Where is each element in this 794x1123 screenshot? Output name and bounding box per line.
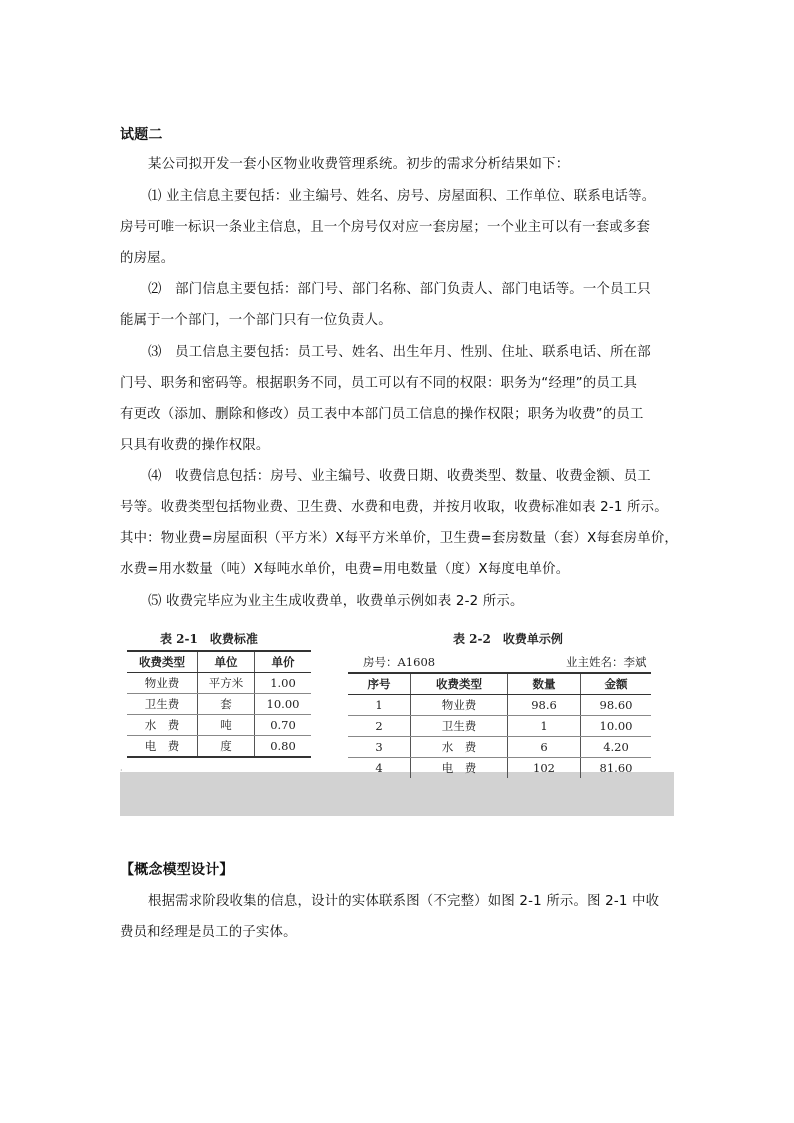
table2-owner: 业主姓名：李斌 [566, 655, 647, 669]
table2-cell: 98.6 [508, 695, 581, 716]
table2-cell: 102 [508, 758, 581, 779]
fee-receipt-table [348, 672, 651, 778]
paragraph-line: 水费=用水数量（吨）X每吨水单价，电费=用电数量（度）X每度电单价。 [120, 562, 570, 577]
table2-cell: 6 [508, 737, 581, 758]
table2-header: 收费类型 [411, 673, 508, 695]
figure-gray-band [120, 772, 674, 816]
paragraph-line: 其中：物业费=房屋面积（平方米）X每平方米单价，卫生费=套房数量（套）X每套房单价， [120, 531, 679, 546]
table1-cell: 度 [198, 736, 255, 758]
paragraph-line: ⑸ 收费完毕应为业主生成收费单，收费单示例如表 2-2 所示。 [148, 594, 524, 609]
table2-cell: 物业费 [411, 695, 508, 716]
paragraph-line: 有更改（添加、删除和修改）员工表中本部门员工信息的操作权限；职务为收费”的员工 [120, 407, 644, 422]
table1-cell: 平方米 [198, 673, 255, 694]
table1-cell: 物业费 [127, 673, 198, 694]
table1-header: 单价 [255, 651, 312, 673]
paragraph-line: 门号、职务和密码等。根据职务不同，员工可以有不同的权限：职务为“经理”的员工具 [120, 376, 638, 391]
paragraph-line: 费员和经理是员工的子实体。 [120, 925, 297, 940]
table2-cell: 4 [375, 761, 383, 775]
table2-header: 序号 [348, 673, 411, 695]
table1-cell: 电 费 [144, 739, 180, 753]
table2-cell: 2 [348, 716, 411, 737]
table1-cell: 1.00 [255, 673, 312, 694]
paragraph-line: ⑵ 部门信息主要包括：部门号、部门名称、部门负责人、部门电话等。一个员工只 [148, 282, 651, 297]
table2-cell: 81.60 [581, 758, 652, 779]
table2-cell: 4.20 [581, 737, 652, 758]
section-title: 试题二 [120, 127, 163, 143]
paragraph-line: 根据需求阶段收集的信息，设计的实体联系图（不完整）如图 2-1 所示。图 2-1 中收 [148, 894, 660, 909]
table2-cell: 10.00 [581, 716, 652, 737]
table2-cell: 1 [508, 716, 581, 737]
paragraph-line: 某公司拟开发一套小区物业收费管理系统。初步的需求分析结果如下： [148, 157, 570, 172]
table2-cell: 98.60 [581, 695, 652, 716]
table2-cell: 3 [348, 737, 411, 758]
table1-header: 收费类型 [127, 651, 198, 673]
fee-standard-table [127, 650, 311, 758]
tables-figure [120, 624, 674, 816]
table1-cell: 0.70 [255, 715, 312, 736]
table2-cell: 1 [348, 695, 411, 716]
table1-cell: 0.80 [255, 736, 312, 758]
paragraph-line: 能属于一个部门，一个部门只有一位负责人。 [120, 313, 392, 328]
table1-caption: 表 2-1 收费标准 [160, 632, 258, 646]
table1-cell: 卫生费 [127, 694, 198, 715]
table1-cell: 10.00 [255, 694, 312, 715]
table2-header: 数量 [508, 673, 581, 695]
table2-caption: 表 2-2 收费单示例 [453, 632, 563, 646]
scan-artifact: · [120, 766, 123, 775]
paragraph-line: ⑷ 收费信息包括：房号、业主编号、收费日期、收费类型、数量、收费金额、员工 [148, 469, 651, 484]
table2-cell: 电 费 [411, 758, 508, 779]
paragraph-line: ⑶ 员工信息主要包括：员工号、姓名、出生年月、性别、住址、联系电话、所在部 [148, 345, 651, 360]
table2-header: 金额 [581, 673, 652, 695]
paragraph-line: 只具有收费的操作权限。 [120, 438, 270, 453]
paragraph-line: 号等。收费类型包括物业费、卫生费、水费和电费，并按月收取，收费标准如表 2-1 所示。 [120, 500, 668, 515]
table1-cell: 水 费 [127, 715, 198, 736]
paragraph-line: ⑴ 业主信息主要包括：业主编号、姓名、房号、房屋面积、工作单位、联系电话等。 [148, 189, 656, 204]
table2-cell: 水 费 [411, 737, 508, 758]
table2-room: 房号：A1608 [363, 655, 436, 669]
table1-cell: 吨 [198, 715, 255, 736]
table1-header: 单位 [198, 651, 255, 673]
section2-title: 【概念模型设计】 [120, 862, 234, 878]
table1-cell: 套 [198, 694, 255, 715]
paragraph-line: 房号可唯一标识一条业主信息，且一个房号仅对应一套房屋；一个业主可以有一套或多套 [120, 220, 651, 235]
table2-cell: 卫生费 [411, 716, 508, 737]
paragraph-line: 的房屋。 [120, 251, 175, 266]
